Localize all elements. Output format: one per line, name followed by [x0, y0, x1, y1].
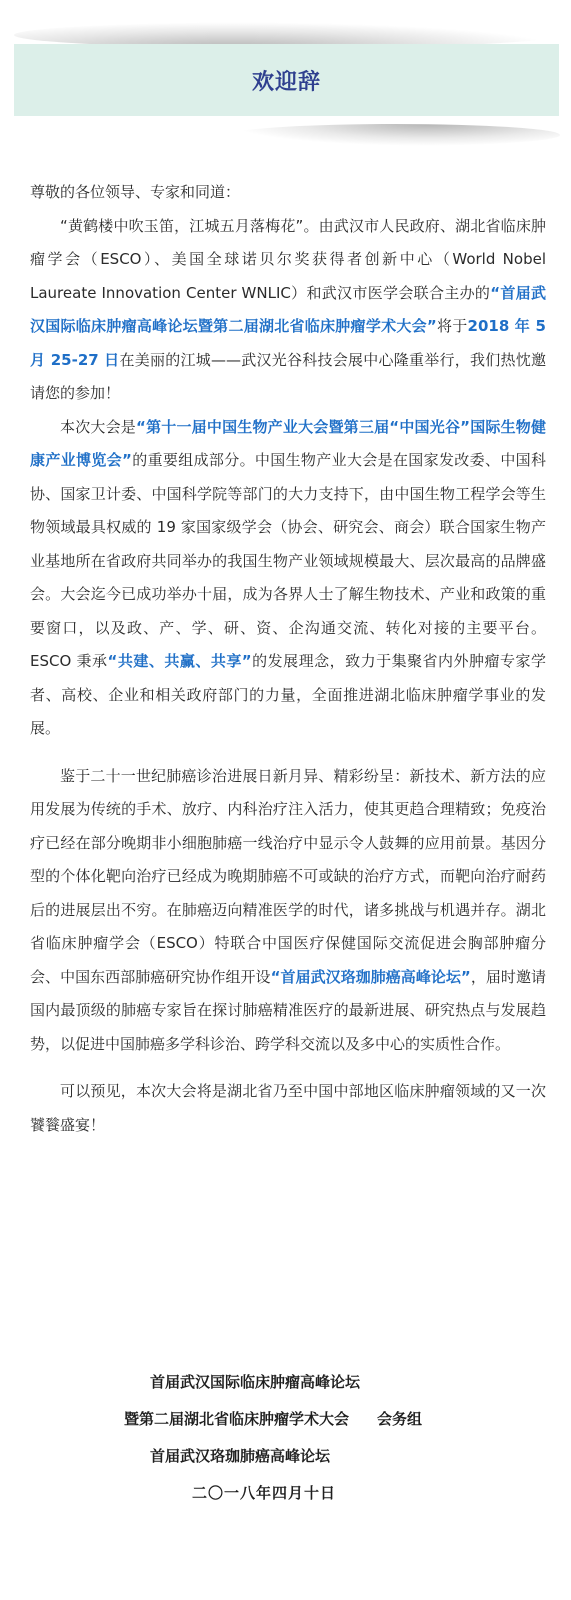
lung-cancer-forum-highlight: “首届武汉珞珈肺癌高峰论坛”: [270, 967, 471, 986]
paragraph-3-text-a: 鉴于二十一世纪肺癌诊治进展日新月异、精彩纷呈：新技术、新方法的应用发展为传统的手术、放疗、内科治疗注入活力，使其更趋合理精致；免疫治疗已经在部分晚期非小细胞肺癌一线治疗中显示令人鼓舞的应用前景。基因分型的个体化靶向治疗已经成为晚期肺癌不可或缺的治疗方式，而靶向治疗耐药后的进展层出不穷。在肺癌迈向精准医学的时代，诸多挑战与机遇并存。湖北省临床肿瘤学会（ESCO）特联合中国医疗保健国际交流促进会胸部肿瘤分会、中国东西部肺癌研究协作组开设: [30, 766, 546, 986]
paragraph-2-text-c: 的发展理念，致力于集聚省内外肿瘤专家学者、高校、企业和相关政府部门的力量，全面推进湖北临床肿瘤学事业的发展。: [30, 652, 546, 737]
motto-highlight: “共建、共赢、共享”: [107, 652, 252, 670]
title-banner: [14, 44, 559, 116]
signature-date: 二〇一八年四月十日: [192, 1484, 337, 1502]
paragraph-2-text-b: 的重要组成部分。中国生物产业大会是在国家发改委、中国科协、国家卫计委、中国科学院等部门的大力支持下，由中国生物工程学会等生物领域最具权威的 19 家国家级学会（协会、研究会、商会）联合国家生物产业基地所在省政府共同举办的我国生物产业领域规模最大、层次最高的品牌盛会。大会迄今已成功举办十届，成为各界人士了解生物技术、产业和政策的重要窗口，以及政、产、学、研、资、企沟通交流、转化对接的主要平台。ESCO 秉承: [30, 451, 546, 670]
paragraph-3-text-b: ，届时邀请国内最顶级的肺癌专家旨在探讨肺癌精准医疗的最新进展、研究热点与发展趋势，以促进中国肺癌多学科诊治、跨学科交流以及多中心的实质性合作。: [30, 967, 546, 1053]
paragraph-gap: [30, 746, 546, 760]
signature-block: [0, 1364, 571, 1512]
signature-line-3: 首届武汉珞珈肺癌高峰论坛: [150, 1447, 331, 1465]
paragraph-4: 可以预见，本次大会将是湖北省乃至中国中部地区临床肿瘤领域的又一次饕餮盛宴！: [30, 1082, 546, 1134]
page-title: 欢迎辞: [251, 69, 321, 95]
paragraph-2-text-a: 本次大会是: [60, 417, 137, 436]
salutation: 尊敬的各位领导、专家和同道：: [30, 183, 241, 201]
decorative-swoosh-bottom: [230, 124, 560, 146]
signature-line-2-text: 暨第二届湖北省临床肿瘤学术大会: [124, 1410, 350, 1428]
paragraph-1: [30, 210, 546, 411]
signature-line-1: 首届武汉国际临床肿瘤高峰论坛: [150, 1373, 361, 1391]
paragraph-1-text-a: “黄鹤楼中吹玉笛，江城五月落梅花”。由武汉市人民政府、湖北省临床肿瘤学会（ESCO）、美国全球诺贝尔奖获得者创新中心（World Nobel Laureate Innovation Center WNLIC）和武汉市医学会联合主办的: [30, 216, 546, 302]
forum-name-highlight: “首届武汉国际临床肿瘤高峰论坛暨第二届湖北省临床肿瘤学术大会”: [30, 283, 546, 335]
expo-name-highlight: “第十一届中国生物产业大会暨第三届“中国光谷”国际生物健康产业博览会”: [30, 417, 546, 469]
paragraph-1-text-c: 在美丽的江城——武汉光谷科技会展中心隆重举行，我们热忱邀请您的参加！: [30, 350, 546, 402]
letter-body: [30, 176, 546, 1142]
event-date-highlight: 2018 年 5 月 25-27 日: [30, 317, 546, 369]
paragraph-gap: [30, 1061, 546, 1075]
signature-line-2: [0, 1401, 571, 1438]
paragraph-1-text-b: 将于: [436, 317, 468, 335]
paragraph-3: [30, 760, 546, 1062]
paragraph-2: [30, 411, 546, 746]
secretariat-label: 会务组: [377, 1410, 423, 1428]
